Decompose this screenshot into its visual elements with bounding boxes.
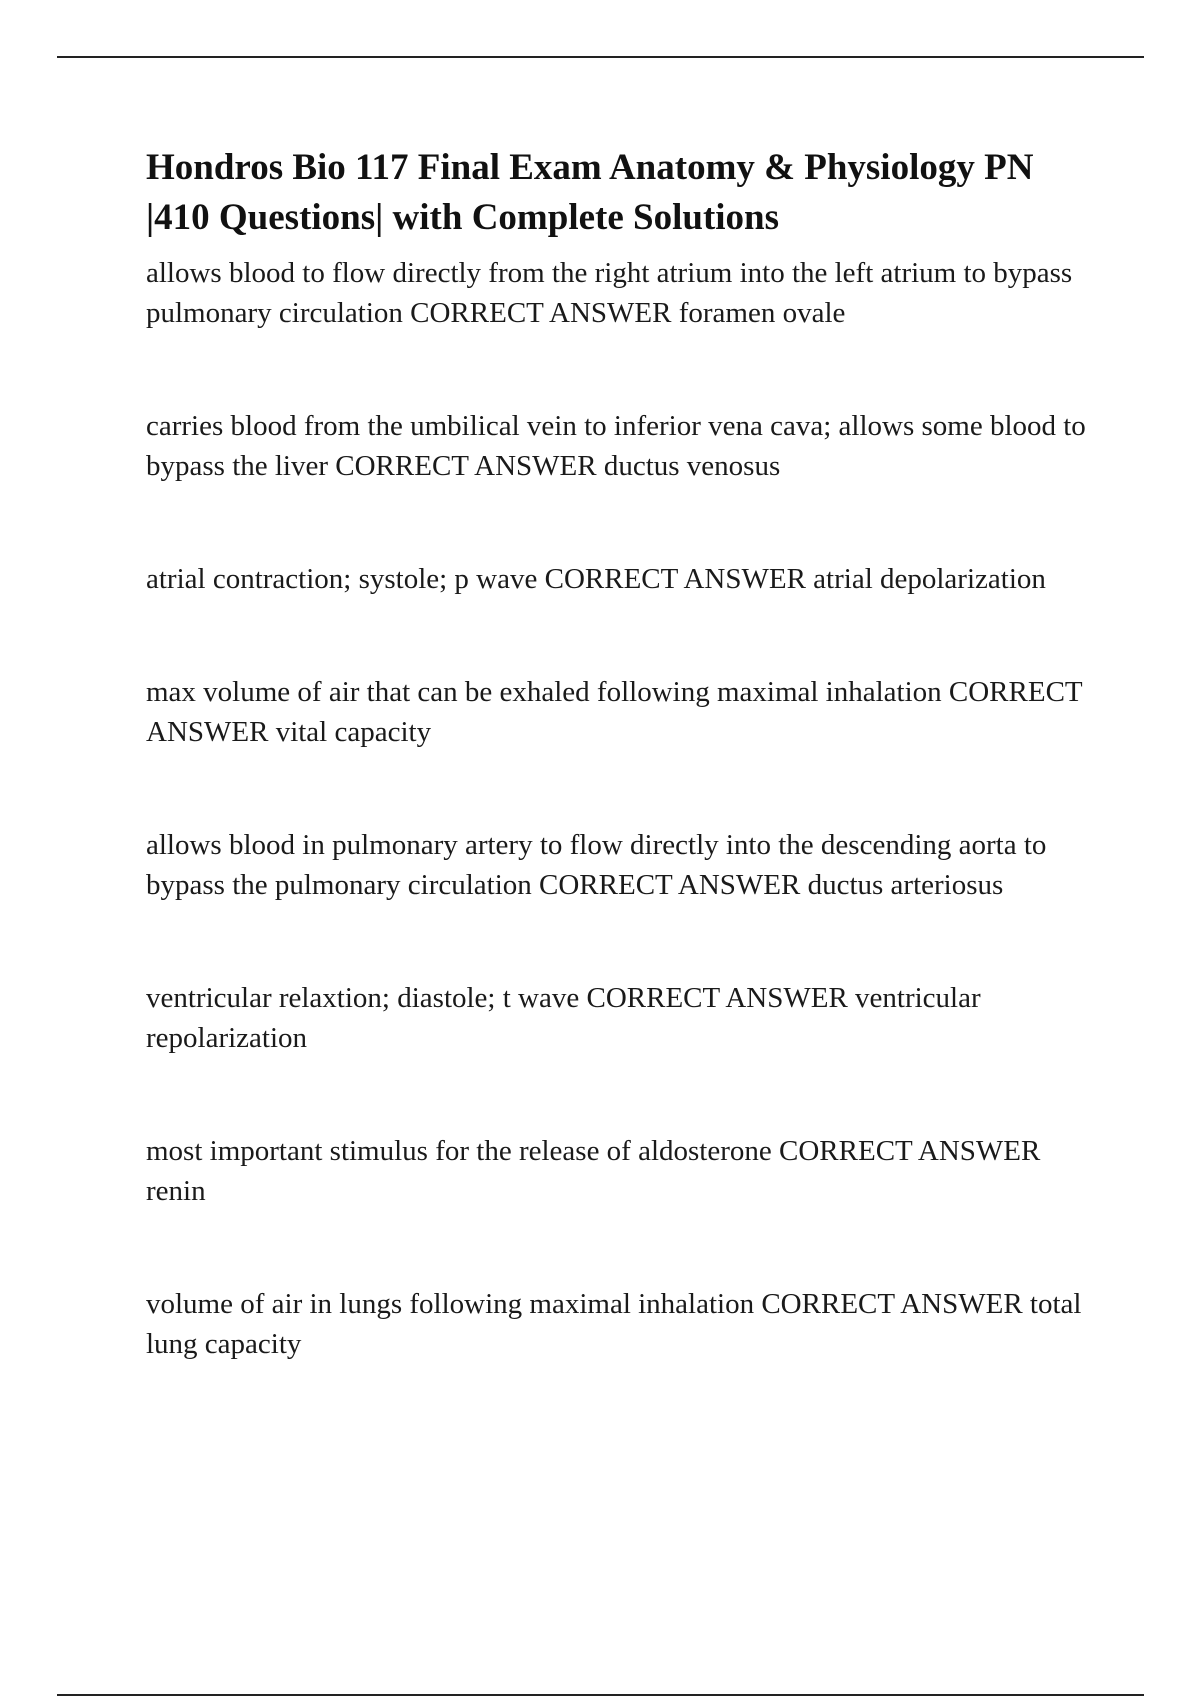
bottom-divider (57, 1694, 1144, 1696)
qa-item: ventricular relaxtion; diastole; t wave CORRECT ANSWER ventricular repolarization (146, 982, 981, 1054)
qa-item: max volume of air that can be exhaled following maximal inhalation CORRECT ANSWER vital capacity (146, 676, 1083, 748)
document-body (146, 143, 1096, 1364)
qa-item: volume of air in lungs following maximal inhalation CORRECT ANSWER total lung capacity (146, 1288, 1082, 1360)
document-title: Hondros Bio 117 Final Exam Anatomy & Physiology PN |410 Questions| with Complete Solutions (146, 147, 1034, 238)
qa-item: allows blood in pulmonary artery to flow directly into the descending aorta to bypass the pulmonary circulation CORRECT ANSWER ductus arteriosus (146, 829, 1047, 901)
qa-item: allows blood to flow directly from the right atrium into the left atrium to bypass pulmonary circulation CORRECT ANSWER foramen ovale (146, 257, 1073, 329)
qa-item: carries blood from the umbilical vein to inferior vena cava; allows some blood to bypass the liver CORRECT ANSWER ductus venosus (146, 410, 1086, 482)
qa-item: most important stimulus for the release of aldosterone CORRECT ANSWER renin (146, 1135, 1041, 1207)
qa-list (146, 253, 1096, 1364)
top-divider (57, 56, 1144, 58)
qa-item: atrial contraction; systole; p wave CORRECT ANSWER atrial depolarization (146, 563, 1046, 595)
